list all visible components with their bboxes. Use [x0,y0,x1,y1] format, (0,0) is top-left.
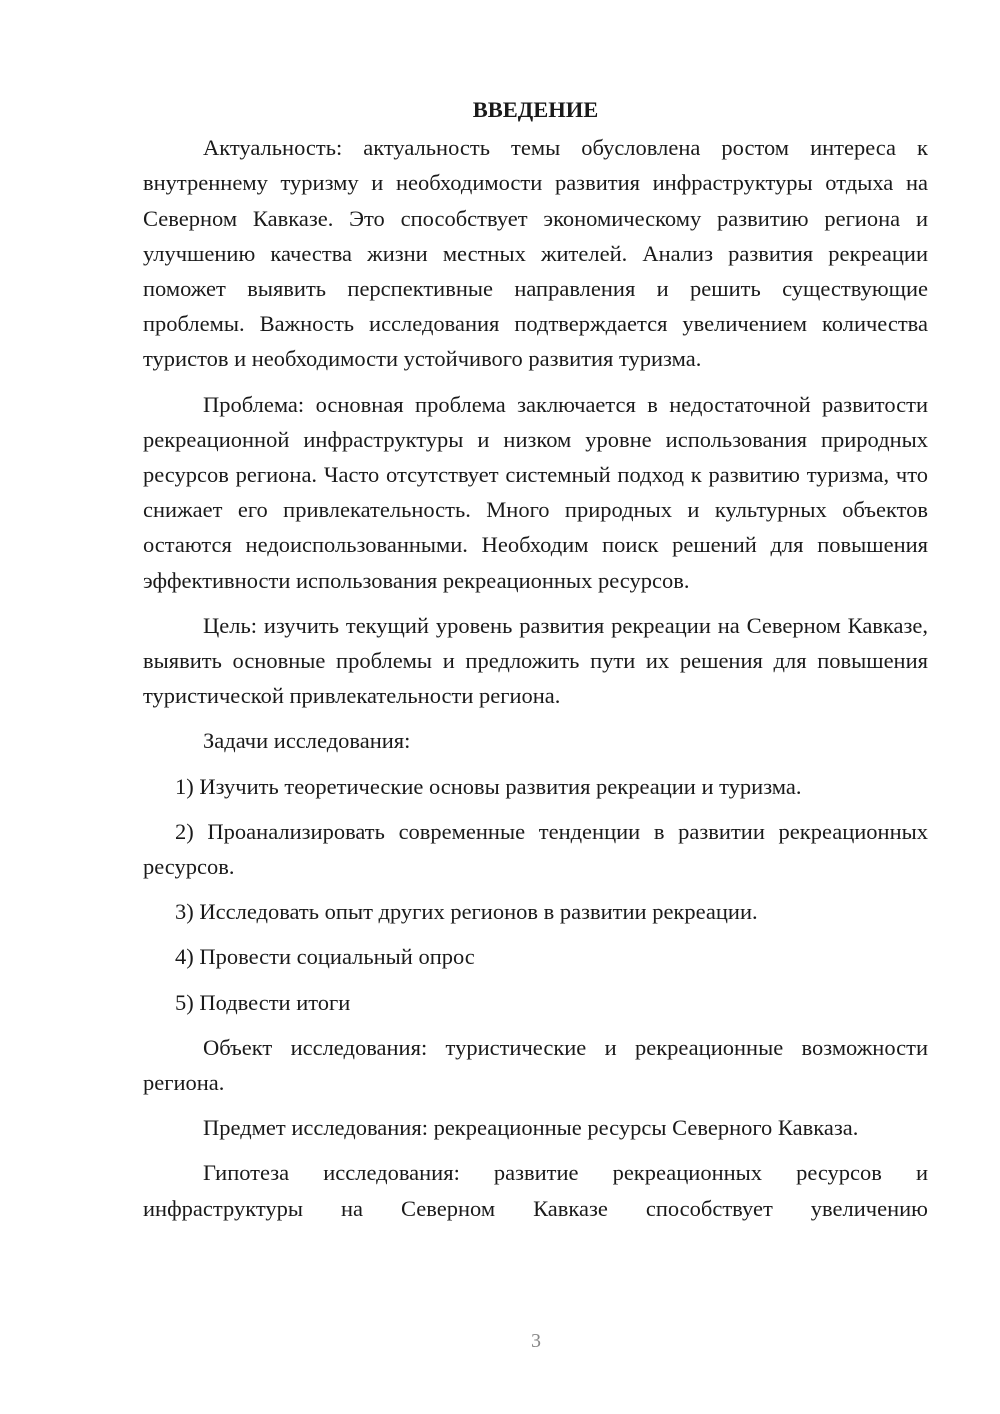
list-item: 5) Подвести итоги [175,989,351,1015]
paragraph-tasks-title: Задачи исследования: [203,728,411,754]
tasks-list [143,769,928,1020]
paragraph-problem: Проблема: основная проблема заключается в недостаточной развитости рекреационной инфраструктуры и низком уровне использования природных ресурсов региона. Часто отсутствует системный подход к развитию туризма, что снижает его привлекательность. Много природных и культурных объектов остаются недоиспользованными. Необходим поиск решений для повышения эффективности использования рекреационных ресурсов. [143,391,928,593]
paragraph-subject: Предмет исследования: рекреационные ресурсы Северного Кавказа. [203,1115,859,1141]
section-heading: ВВЕДЕНИЕ [472,97,599,122]
paragraph-relevance: Актуальность: актуальность темы обусловлена ростом интереса к внутреннему туризму и необходимости развития инфраструктуры отдыха на Северном Кавказе. Это способствует экономическому развитию региона и улучшению качества жизни местных жителей. Анализ развития рекреации поможет выявить перспективные направления и решить существующие проблемы. Важность исследования подтверждается увеличением количества туристов и необходимости устойчивого развития туризма. [143,135,928,372]
paragraph-goal: Цель: изучить текущий уровень развития рекреации на Северном Кавказе, выявить основные проблемы и предложить пути их решения для повышения туристической привлекательности региона. [143,612,928,709]
paragraph-hypothesis: Гипотеза исследования: развитие рекреационных ресурсов и инфраструктуры на Северном Кавказе способствует увеличению [143,1160,928,1221]
document-body [143,92,928,1236]
list-item: 4) Провести социальный опрос [175,944,475,970]
list-item: 3) Исследовать опыт других регионов в развитии рекреации. [175,899,758,925]
paragraph-object: Объект исследования: туристические и рекреационные возможности региона. [143,1034,928,1096]
page-number: 3 [531,1330,541,1352]
list-item: 1) Изучить теоретические основы развития рекреации и туризма. [175,773,802,799]
list-item: 2) Проанализировать современные тенденции в развитии рекреационных ресурсов. [143,818,928,880]
